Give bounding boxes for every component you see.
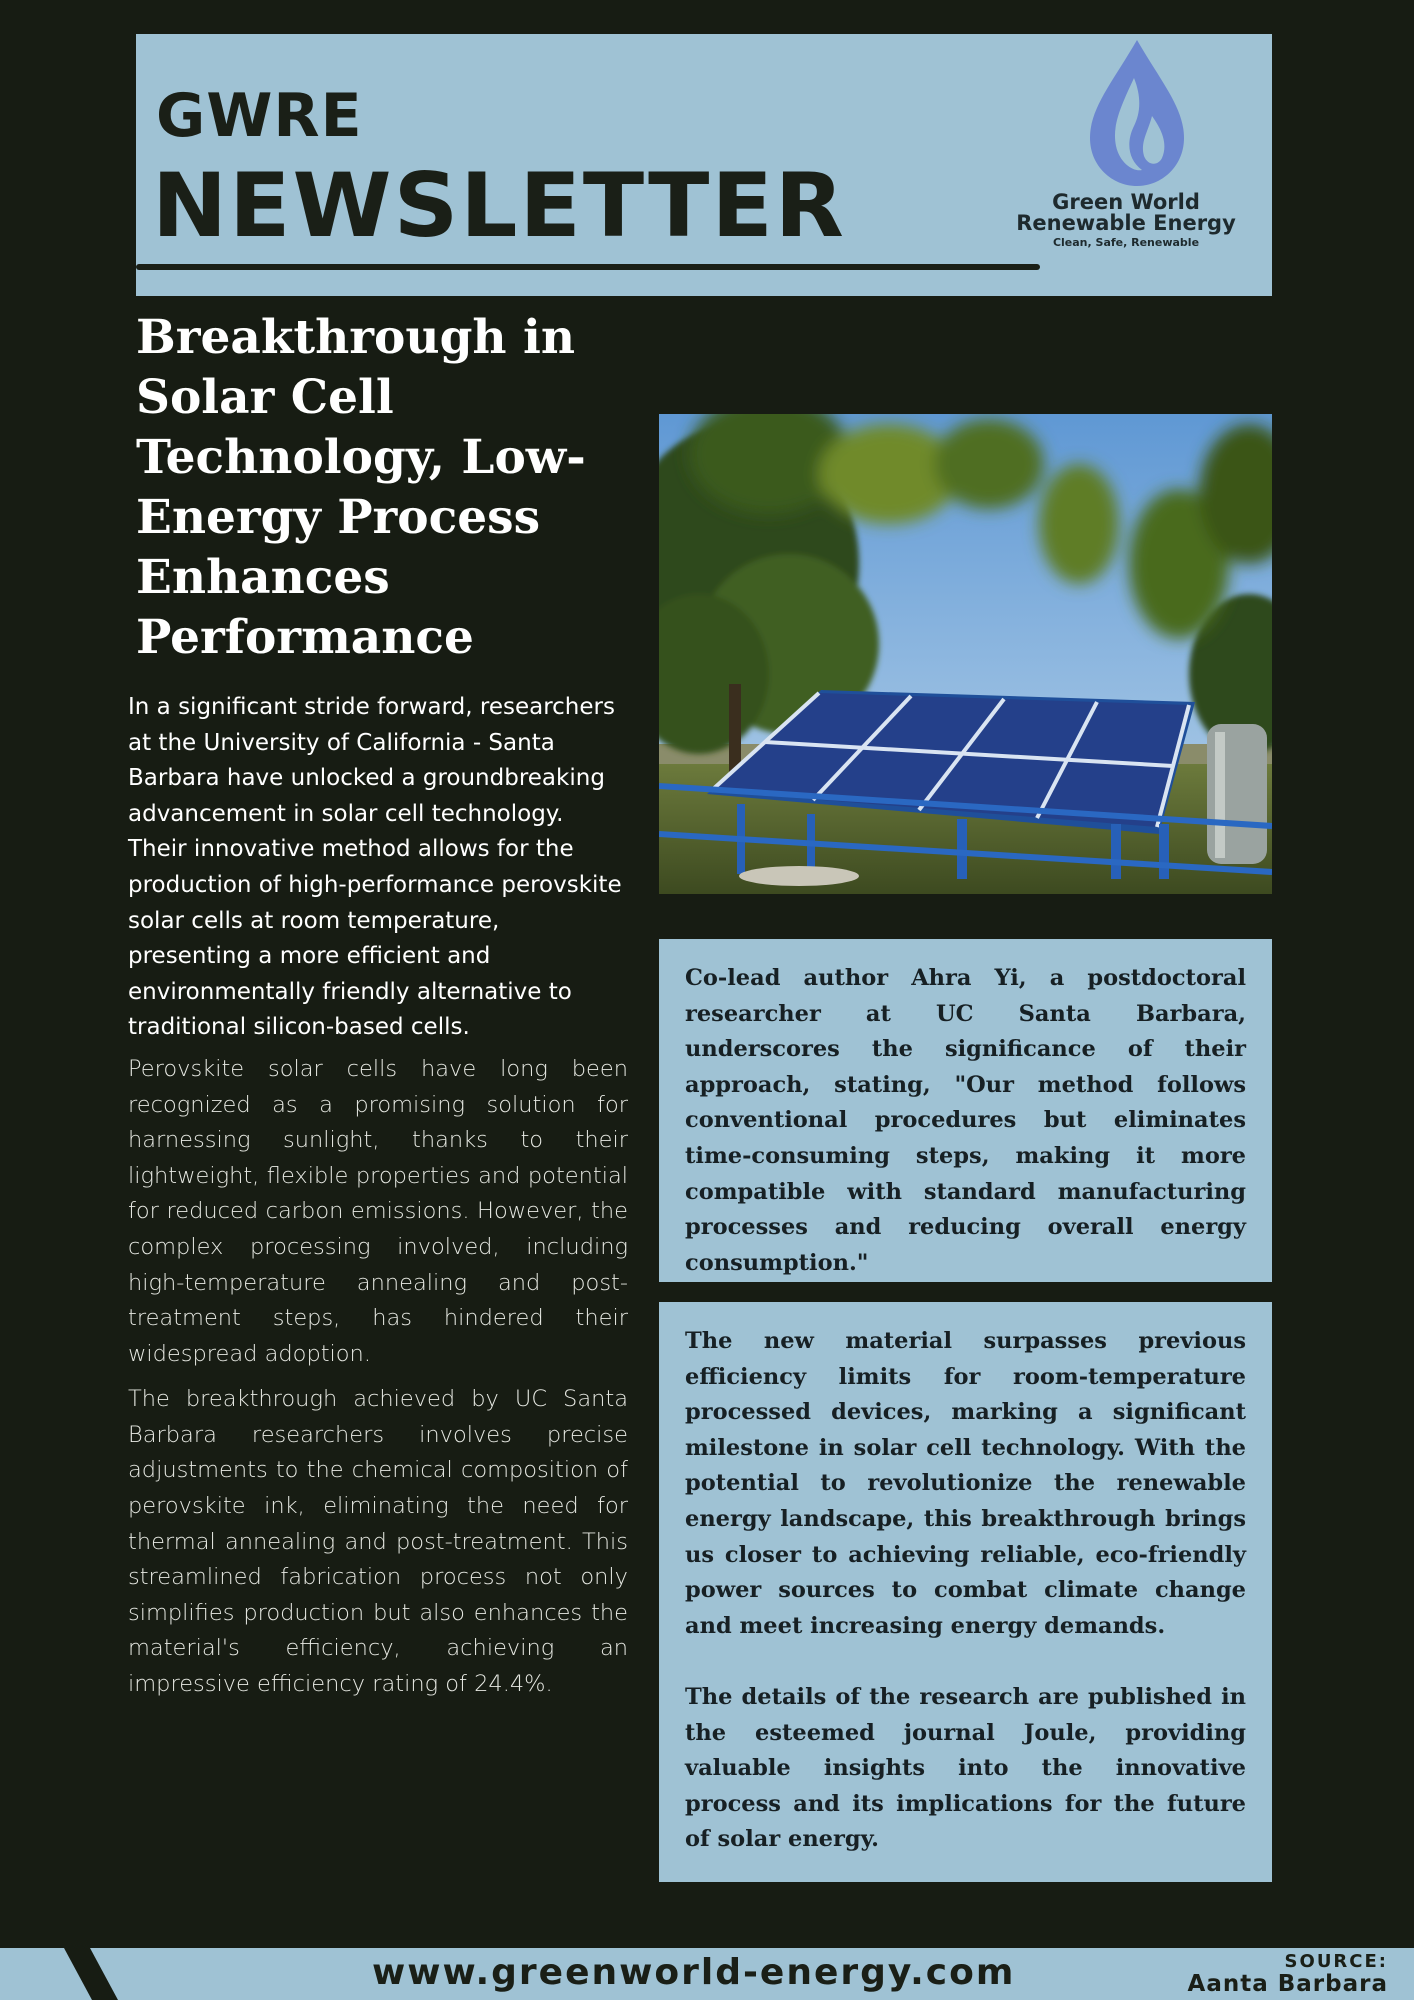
solar-panel-photo [659,414,1272,894]
company-logo [986,34,1266,296]
summary-paragraph-impact: The new material surpasses previous efficiency limits for room-temperature processed devices, marking a significant milestone in solar cell technology. With the potential to revolutionize the renewable energy landscape, this breakthrough brings us closer to achieving reliable, eco-friendly power sources to combat climate change and meet increasing energy demands. [685,1328,1246,1639]
solar-panel-illustration [659,414,1272,894]
water-flame-icon [1082,38,1192,188]
article-paragraph-breakthrough: The breakthrough achieved by UC Santa Barbara researchers involves precise adjustments to the chemical composition of perovskite ink, eliminating the need for thermal annealing and post-treatment. This streamlined fabrication process not only simplifies production but also enhances the material's efficiency, achieving an impressive efficiency rating of 24.4%. [128,1386,628,1698]
quote-box [659,939,1272,1282]
article-paragraph-background: Perovskite solar cells have long been recognized as a promising solution for harnessing sunlight, thanks to their lightweight, flexible properties and potential for reduced carbon emissions. However, the complex processing involved, including high-temperature annealing and post-treatment steps, has hindered their widespread adoption. [128,1055,628,1367]
summary-paragraph-publication: The details of the research are published in the esteemed journal Joule, providing valuable insights into the innovative process and its implications for the future of solar energy. [685,1683,1246,1853]
logo-name [986,192,1266,234]
newsletter-footer [0,1948,1414,2000]
website-link[interactable]: www.greenworld-energy.com [372,1952,1016,1993]
header-divider [136,264,1040,270]
quote-text: Co-lead author Ahra Yi, a postdoctoral researcher at UC Santa Barbara, underscores the significance of their approach, stating, "Our method follows conventional procedures but eliminates time-consuming steps, making it more compatible with standard manufacturing processes and reducing overall energy consumption." [685,965,1246,1276]
logo-name-line2: Renewable Energy [1016,211,1236,235]
source-value: Aanta Barbara [1187,1971,1388,1997]
logo-name-line1: Green World [1052,190,1200,214]
article-headline: Breakthrough in Solar Cell Technology, Low-Energy Process Enhances Performance [136,310,586,665]
article-body [128,690,628,1703]
source-label: SOURCE: [1284,1951,1388,1972]
summary-box [659,1302,1272,1882]
header-title: NEWSLETTER [152,154,846,257]
header-kicker: GWRE [156,81,363,151]
newsletter-header [136,34,1272,296]
logo-tagline: Clean, Safe, Renewable [1052,236,1200,249]
footer-stripe-accent [64,1948,124,2000]
article-paragraph-intro: In a significant stride forward, researchers at the University of California - Santa Barbara have unlocked a groundbreaking advancement in solar cell technology. Their innovative method allows for the production of high-performance perovskite solar cells at room temperature, presenting a more efficient and environmentally friendly alternative to traditional silicon-based cells. [128,694,622,1041]
source-credit [1188,1952,1388,1996]
